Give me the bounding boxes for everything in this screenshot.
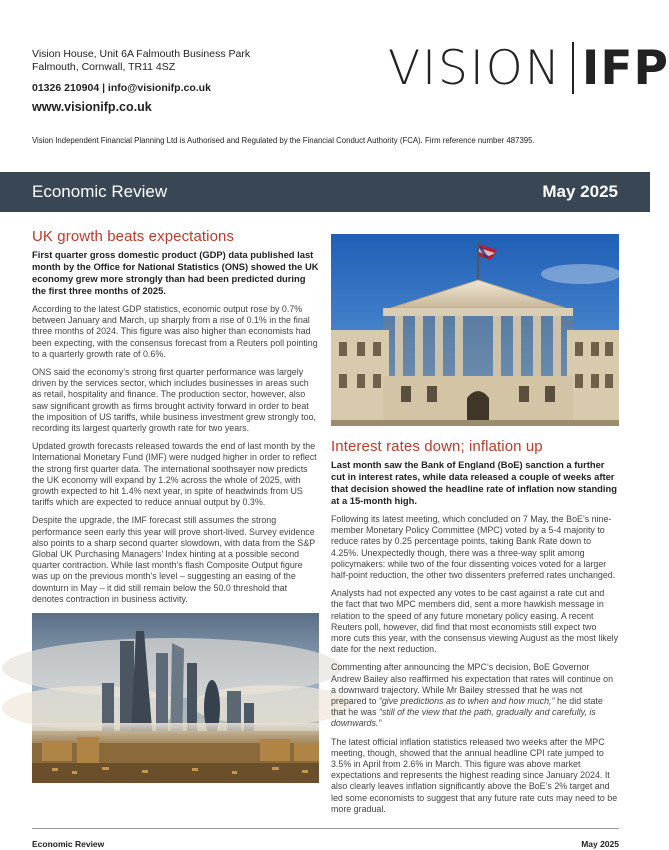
article-interest-rates [331, 234, 619, 822]
address-line-2: Falmouth, Cornwall, TR11 4SZ [32, 61, 176, 73]
fca-notice: Vision Independent Financial Planning Ltd is Authorised and Regulated by the Financial Conduct Authority (FCA). Firm reference number 487395. [32, 136, 535, 145]
logo-divider [572, 42, 574, 94]
title-banner [0, 172, 650, 212]
article-lead: Last month saw the Bank of England (BoE) sanction a further cut in interest rates, while data released a couple of weeks after that decision showed the headline rate of inflation now standing at a 15-month high. [331, 459, 617, 506]
footer-date: May 2025 [581, 839, 619, 849]
bank-of-england-photo [331, 234, 619, 426]
text-run: he did state that he was [331, 696, 603, 718]
address-line-1: Vision House, Unit 6A Falmouth Business Park [32, 48, 251, 60]
article-title: Interest rates down; inflation up [331, 438, 543, 455]
bank-of-england-illustration [331, 234, 619, 426]
vision-ifp-logo [388, 40, 669, 96]
text-run: Commenting after announcing the MPC’s decision, BoE Governor Andrew Bailey also reaffirmed his expectation that rates will continue on a downward trajectory. While Mr Bailey stressed that he was not prepared to [331, 662, 614, 707]
article-uk-growth [32, 228, 319, 783]
quote: “still of the view that the path, gradually and carefully, is downwards.” [331, 707, 596, 729]
london-skyline-photo [32, 613, 319, 783]
article-paragraph: ONS said the economy’s strong first quarter performance was largely driven by the services sector, which includes businesses in areas such as retail, hospitality and finance. The production sector, however, also saw significant growth as firms brought activity forward in order to beat the imposition of US tariffs, while business investment grew strongly too, recording its largest quarterly growth rate for two years. [32, 367, 316, 434]
article-paragraph: According to the latest GDP statistics, economic output rose by 0.7% between January and March, up sharply from a rise of 0.1% in the final three months of 2024. This figure was also higher than economists had been expecting, with the consensus forecast from a Reuters poll pointing to a quarterly growth rate of 0.6%. [32, 304, 318, 359]
article-paragraph: Updated growth forecasts released towards the end of last month by the International Monetary Fund (IMF) were nudged higher in order to reflect the strong first quarter data. The international soothsayer now predicts the UK economy will expand by 1.2% across the whole of 2025, with growth expected to hit 1.4% next year, in spite of headwinds from US tariffs which are expected to reduce annual output by 0.3%. [32, 441, 317, 508]
banner-title: Economic Review [32, 182, 168, 201]
article-paragraph [331, 662, 619, 729]
article-title: UK growth beats expectations [32, 228, 235, 245]
logo-vision-text: VISION [388, 40, 562, 96]
contact-details[interactable]: 01326 210904 | info@visionifp.co.uk [32, 82, 211, 94]
page-footer [32, 828, 619, 849]
banner-date: May 2025 [542, 182, 618, 201]
london-skyline-illustration [32, 613, 319, 783]
header-contact-block [32, 48, 352, 114]
logo-ifp-text: IFP [581, 40, 669, 96]
quote: “give predictions as to when and how much,” [378, 696, 555, 707]
website-link[interactable]: www.visionifp.co.uk [32, 100, 152, 114]
article-lead: First quarter gross domestic product (GDP) data published last month by the Office for National Statistics (ONS) showed the UK economy grew more strongly than had been predicted during the first three months of 2025. [32, 249, 319, 296]
footer-title: Economic Review [32, 839, 105, 849]
article-paragraph: Analysts had not expected any votes to be cast against a rate cut and the fact that two MPC members did, sent a more hawkish message in relation to the speed of any future monetary policy easing. A recent Reuters poll, however, did find that most economists still expect two more cuts this year, with the consensus viewing August as the most likely date for the next reduction. [331, 588, 619, 655]
article-paragraph: The latest official inflation statistics released two weeks after the MPC meeting, though, showed that the annual headline CPI rate jumped to 3.5% in April from 2.6% in March. This figure was above market expectations and represents the highest reading since January 2024. It also clearly leaves inflation significantly above the BoE’s 2% target and led some economists to suggest that any future rate cuts may need to be more gradual. [331, 736, 618, 814]
article-paragraph: Following its latest meeting, which concluded on 7 May, the BoE’s nine-member Monetary Policy Committee (MPC) voted by a 5-4 majority to reduce rates by 0.25 percentage points, taking Bank Rate down to 4.25%. Unexpectedly though, there was a three-way split among policymakers: while two of the four dissenting voices voted for a larger half-point reduction, the other two dissenters preferred rates unchanged. [331, 514, 616, 581]
article-paragraph: Despite the upgrade, the IMF forecast still assumes the strong performance seen early this year will prove short-lived. Survey evidence also points to a sharp second quarter slowdown, with data from the S&P Global UK Purchasing Managers’ Index hinting at a possible second quarter contraction. While last month’s flash Composite Output figure was up on the previous month’s level – suggesting an easing of the downturn in May – it did still remain below the 50.0 threshold that denotes contraction in business activity. [32, 515, 316, 604]
